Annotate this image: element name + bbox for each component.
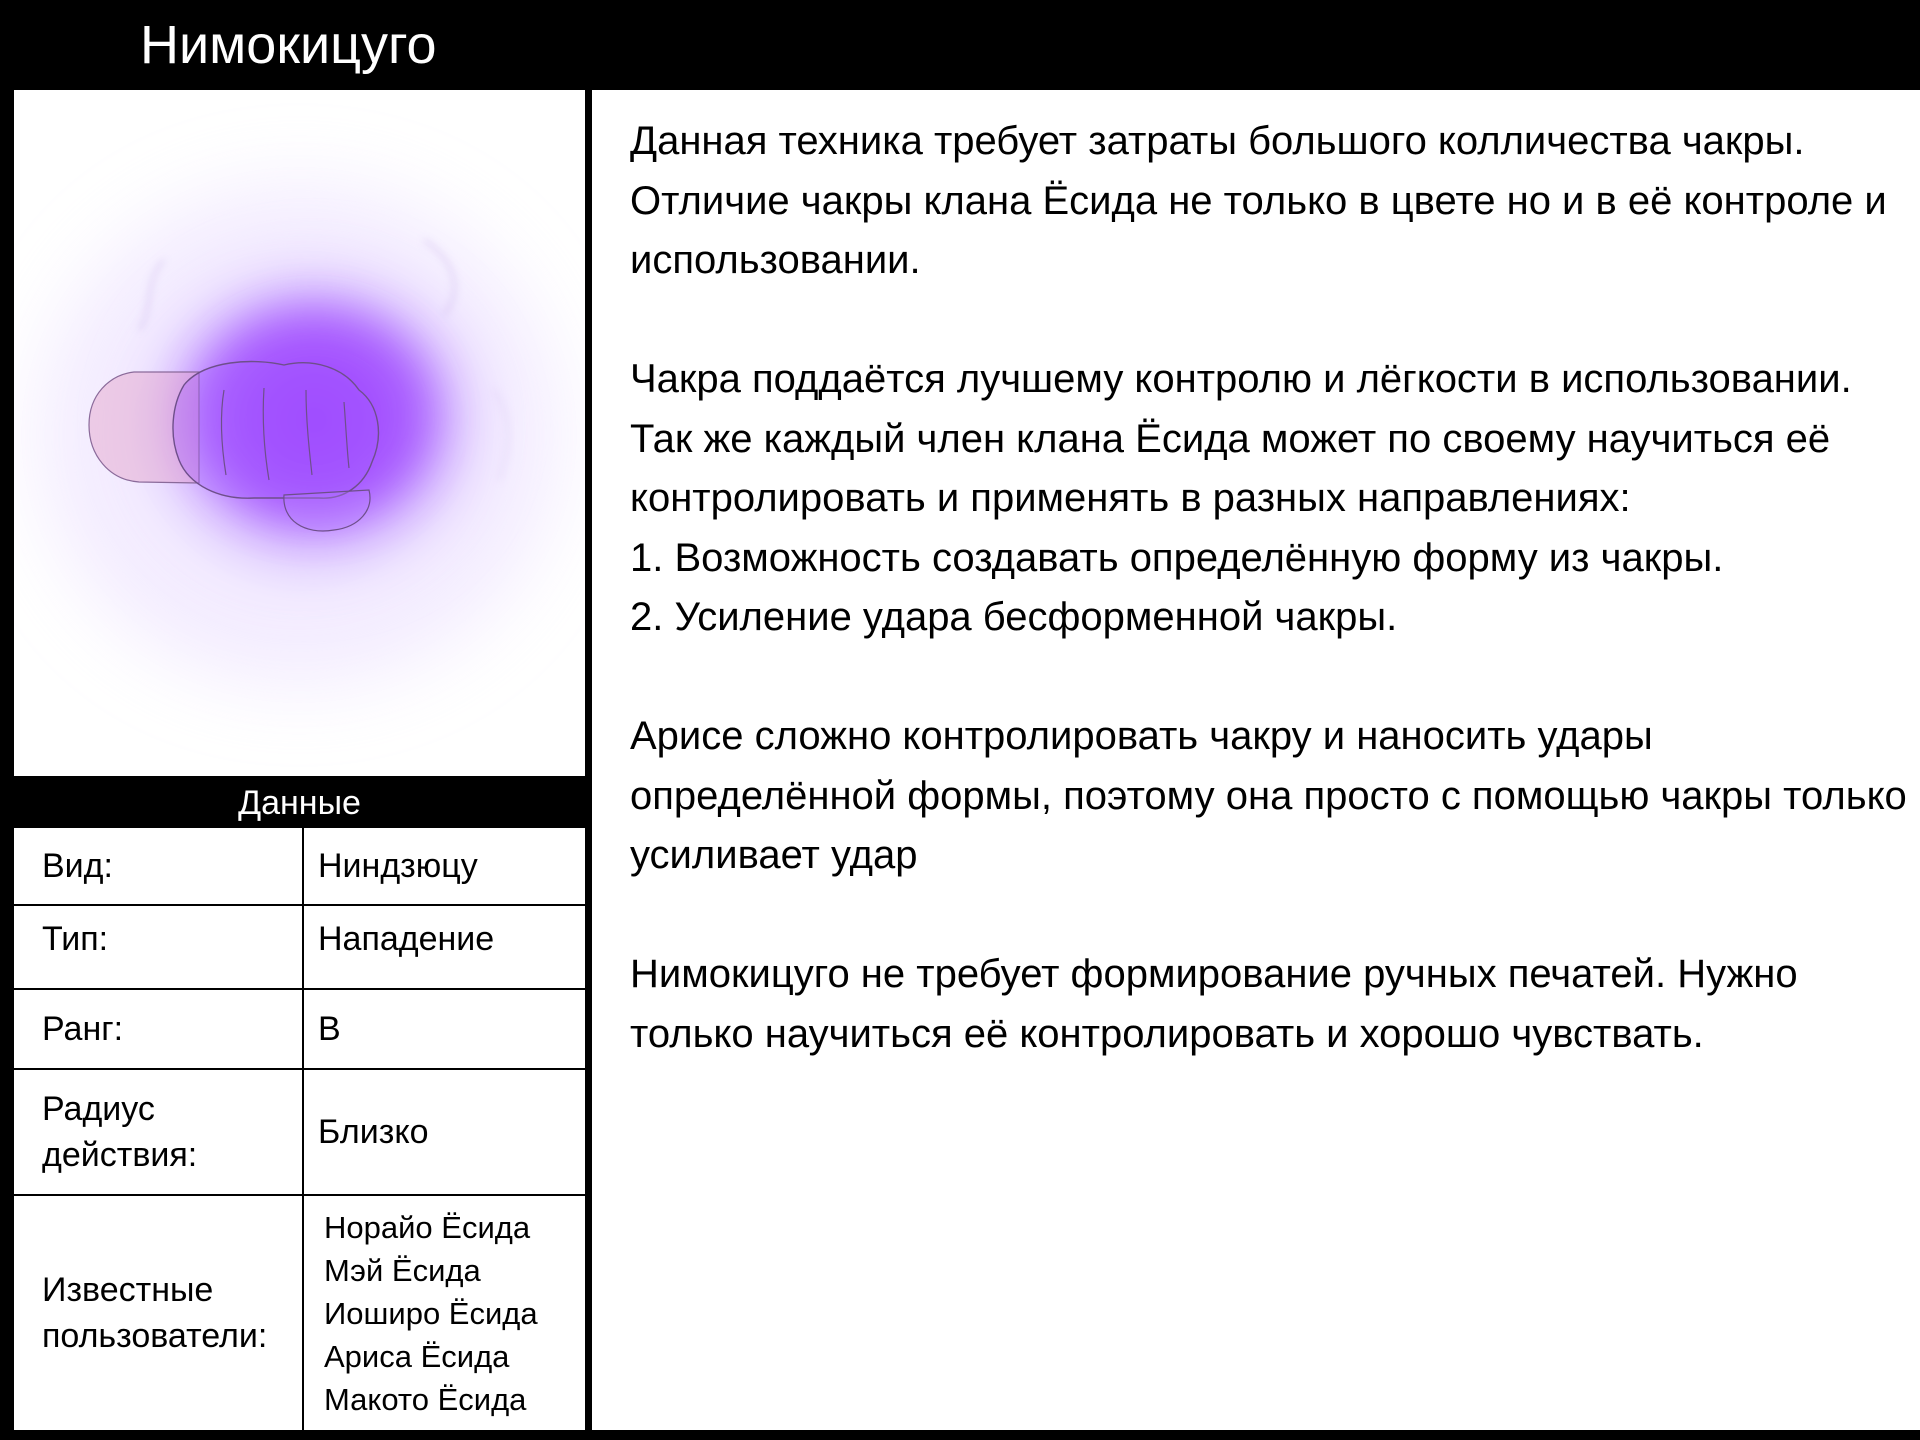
row-label-rank: Ранг: xyxy=(14,990,304,1068)
technique-data-table xyxy=(14,828,585,1430)
chakra-fist-illustration xyxy=(14,90,585,776)
row-label-kind: Вид: xyxy=(14,828,304,904)
row-value-category: Нападение xyxy=(318,920,495,958)
row-value-range: Близко xyxy=(318,1113,429,1151)
list-item: Макото Ёсида xyxy=(324,1381,527,1417)
description-list-item-1: 1. Возможность создавать определённую форму из чакры. xyxy=(630,535,1724,580)
description-paragraph-3: Арисе сложно контролировать чакру и наносить удары определённой формы, поэтому она просто с помощью чакры только усиливает удар xyxy=(630,714,1907,877)
list-item: Ариса Ёсида xyxy=(324,1338,510,1374)
row-value-kind: Ниндзюцу xyxy=(318,847,478,885)
row-label-users: Известные пользователи: xyxy=(14,1196,304,1430)
row-value-rank: B xyxy=(318,1010,341,1048)
table-row-rank xyxy=(14,988,585,1068)
description-list-item-2: 2. Усиление удара бесформенной чакры. xyxy=(630,595,1398,639)
table-row-range xyxy=(14,1068,585,1194)
table-row-users xyxy=(14,1194,585,1430)
row-label-category: Тип: xyxy=(14,906,304,988)
table-row-type xyxy=(14,828,585,904)
description-paragraph-2: Чакра поддаётся лучшему контролю и лёгкости в использовании. Так же каждый член клана Ёсида может по своему научиться её контролировать и применять в разных направлениях: xyxy=(630,357,1852,520)
list-item: Мэй Ёсида xyxy=(324,1252,481,1288)
list-item: Иоширо Ёсида xyxy=(324,1295,538,1331)
users-list xyxy=(304,1196,585,1430)
description-panel xyxy=(592,90,1920,1430)
table-row-category xyxy=(14,904,585,988)
description-paragraph-1: Данная техника требует затраты большого колличества чакры. Отличие чакры клана Ёсида не только в цвете но и в её контроле и использовании. xyxy=(630,119,1887,282)
data-section-header: Данные xyxy=(238,784,361,822)
page-title: Нимокицуго xyxy=(140,15,437,75)
technique-illustration xyxy=(14,90,585,776)
description-paragraph-4: Нимокицуго не требует формирование ручных печатей. Нужно только научиться её контролировать и хорошо чувствать. xyxy=(630,952,1798,1056)
row-label-range: Радиус действия: xyxy=(14,1070,304,1194)
list-item: Норайо Ёсида xyxy=(324,1209,531,1245)
